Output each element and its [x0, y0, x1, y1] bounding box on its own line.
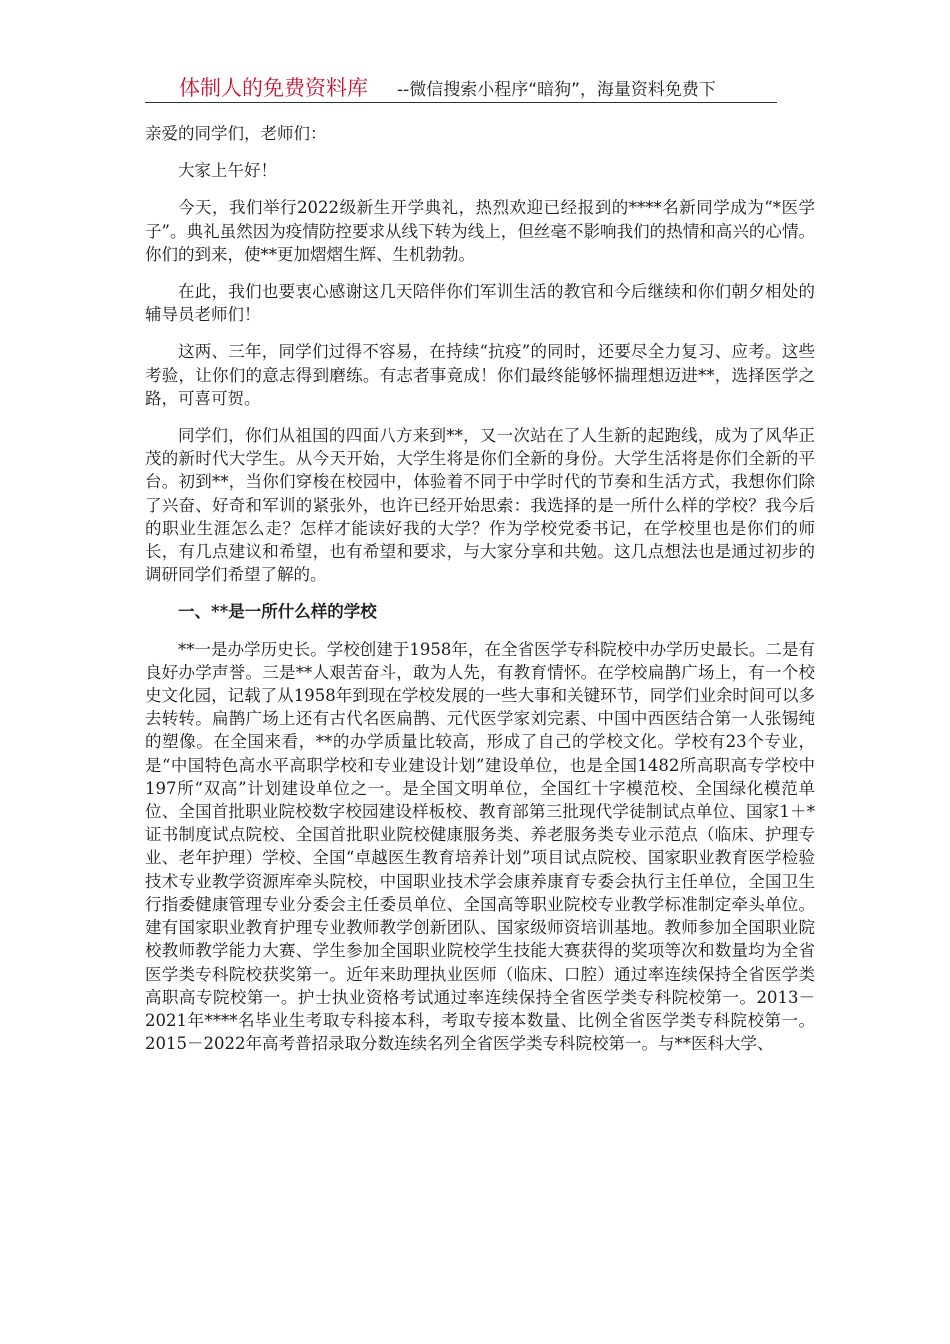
- paragraph-greeting: 大家上午好！: [178, 161, 277, 181]
- paragraph-challenges: 这两、三年，同学们过得不容易，在持续“抗疫”的同时，还要尽全力复习、应考。这些考验，让你们的意志得到磨练。有志者事竟成！你们最终能够怀揣理想迈进**，选择医学之路，可喜可贺。: [145, 342, 815, 408]
- paragraph-thanks: 在此，我们也要衷心感谢这几天陪伴你们军训生活的教官和今后继续和你们朝夕相处的辅导员老师们！: [145, 282, 815, 325]
- paragraph-welcome: 今天，我们举行2022级新生开学典礼，热烈欢迎已经报到的****名新同学成为“*医学子”。典礼虽然因为疫情防控要求从线下转为线上，但丝毫不影响我们的热情和高兴的心情。你们的到来，使**更加熠熠生辉、生机勃勃。: [145, 198, 815, 264]
- section-heading: 一、**是一所什么样的学校: [178, 602, 377, 622]
- document-body: [145, 122, 815, 1069]
- salutation: 亲爱的同学们，老师们：: [145, 124, 327, 143]
- page-header: [145, 70, 777, 103]
- header-brand: 体制人的免费资料库: [179, 76, 368, 100]
- header-tagline: --微信搜索小程序“暗狗”，海量资料免费下: [397, 80, 716, 100]
- paragraph-new-start: 同学们，你们从祖国的四面八方来到**，又一次站在了人生新的起跑线，成为了风华正茂的新时代大学生。从今天开始，大学生将是你们全新的身份。大学生活将是你们全新的平台。初到**，当你们穿梭在校园中，体验着不同于中学时代的节奏和生活方式，我想你们除了兴奋、好奇和军训的紧张外，也许已经开始思索：我选择的是一所什么样的学校？我今后的职业生涯怎么走？怎样才能读好我的大学？作为学校党委书记，在学校里也是你们的师长，有几点建议和希望，也有希望和要求，与大家分享和共勉。这几点想法也是通过初步的调研同学们希望了解的。: [145, 426, 815, 585]
- paragraph-school-intro: **一是办学历史长。学校创建于1958年，在全省医学专科院校中办学历史最长。二是有良好办学声誉。三是**人艰苦奋斗，敢为人先，有教育情怀。在学校扁鹊广场上，有一个校史文化园，记载了从1958年到现在学校发展的一些大事和关键环节，同学们业余时间可以多去转转。扁鹊广场上还有古代名医扁鹊、元代医学家刘完素、中国中西医结合第一人张锡纯的塑像。在全国来看，**的办学质量比较高，形成了自己的学校文化。学校有23个专业，是“中国特色高水平高职学校和专业建设计划”建设单位，也是全国1482所高职高专学校中197所“双高”计划建设单位之一。是全国文明单位，全国红十字模范校、全国绿化模范单位、全国首批职业院校数字校园建设样板校、教育部第三批现代学徒制试点单位、国家1＋*证书制度试点院校、全国首批职业院校健康服务类、养老服务类专业示范点（临床、护理专业、老年护理）学校、全国“卓越医生教育培养计划”项目试点院校、国家职业教育医学检验技术专业教学资源库牵头院校，中国职业技术学会康养康育专委会执行主任单位，全国卫生行指委健康管理专业分委会主任委员单位、全国高等职业院校专业教学标准制定牵头单位。建有国家职业教育护理专业教师教学创新团队、国家级师资培训基地。教师参加全国职业院校教师教学能力大赛、学生参加全国职业院校学生技能大赛获得的奖项等次和数量均为全省医学类专科院校获奖第一。近年来助理执业医师（临床、口腔）通过率连续保持全省医学类高职高专院校第一。护士执业资格考试通过率连续保持全省医学类专科院校第一。2013－2021年****名毕业生考取专科接本科，考取专接本数量、比例全省医学类专科院校第一。2015－2022年高考普招录取分数连续名列全省医学类专科院校第一。与**医科大学、: [145, 639, 815, 1054]
